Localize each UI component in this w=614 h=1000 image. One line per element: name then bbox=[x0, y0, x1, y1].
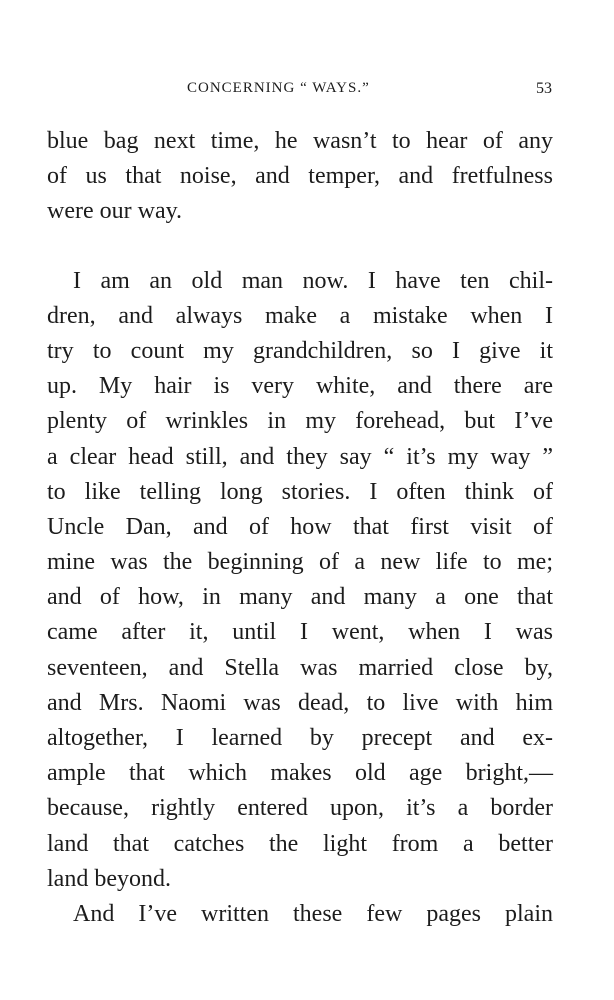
body-text bbox=[47, 124, 553, 932]
text-line: up. My hair is very white, and there are bbox=[47, 373, 553, 400]
paragraph-gap bbox=[47, 230, 553, 264]
text-line: a clear head still, and they say “ it’s my way ” bbox=[47, 443, 553, 470]
text-line: because, rightly entered upon, it’s a border bbox=[47, 795, 553, 822]
text-line: to like telling long stories. I often think of bbox=[47, 478, 553, 505]
text-line: And I’ve written these few pages plain bbox=[73, 900, 553, 927]
text-line: seventeen, and Stella was married close by, bbox=[47, 654, 553, 681]
text-line: plenty of wrinkles in my forehead, but I’ve bbox=[47, 408, 553, 435]
text-line: and of how, in many and many a one that bbox=[47, 584, 553, 611]
text-line: ample that which makes old age bright,— bbox=[47, 760, 553, 787]
text-line: I am an old man now. I have ten chil- bbox=[73, 267, 553, 294]
page-number: 53 bbox=[536, 80, 552, 97]
text-line: were our way. bbox=[47, 198, 183, 225]
paragraph bbox=[47, 124, 553, 230]
text-line: land that catches the light from a better bbox=[47, 830, 553, 857]
paragraph bbox=[47, 264, 553, 897]
text-line: came after it, until I went, when I was bbox=[47, 619, 553, 646]
text-line: try to count my grandchildren, so I give it bbox=[47, 337, 553, 364]
text-line: Uncle Dan, and of how that first visit of bbox=[47, 513, 553, 540]
text-line: blue bag next time, he wasn’t to hear of any bbox=[47, 128, 553, 154]
running-head bbox=[47, 80, 552, 104]
text-line: dren, and always make a mistake when I bbox=[47, 302, 553, 329]
text-line: of us that noise, and temper, and fretfulness bbox=[47, 163, 553, 190]
running-title: CONCERNING “ WAYS.” bbox=[187, 80, 370, 96]
text-line: land beyond. bbox=[47, 865, 171, 892]
text-line: and Mrs. Naomi was dead, to live with him bbox=[47, 689, 553, 716]
text-line: mine was the beginning of a new life to me; bbox=[47, 549, 553, 576]
text-line: altogether, I learned by precept and ex- bbox=[47, 725, 553, 751]
paragraph bbox=[47, 897, 553, 932]
